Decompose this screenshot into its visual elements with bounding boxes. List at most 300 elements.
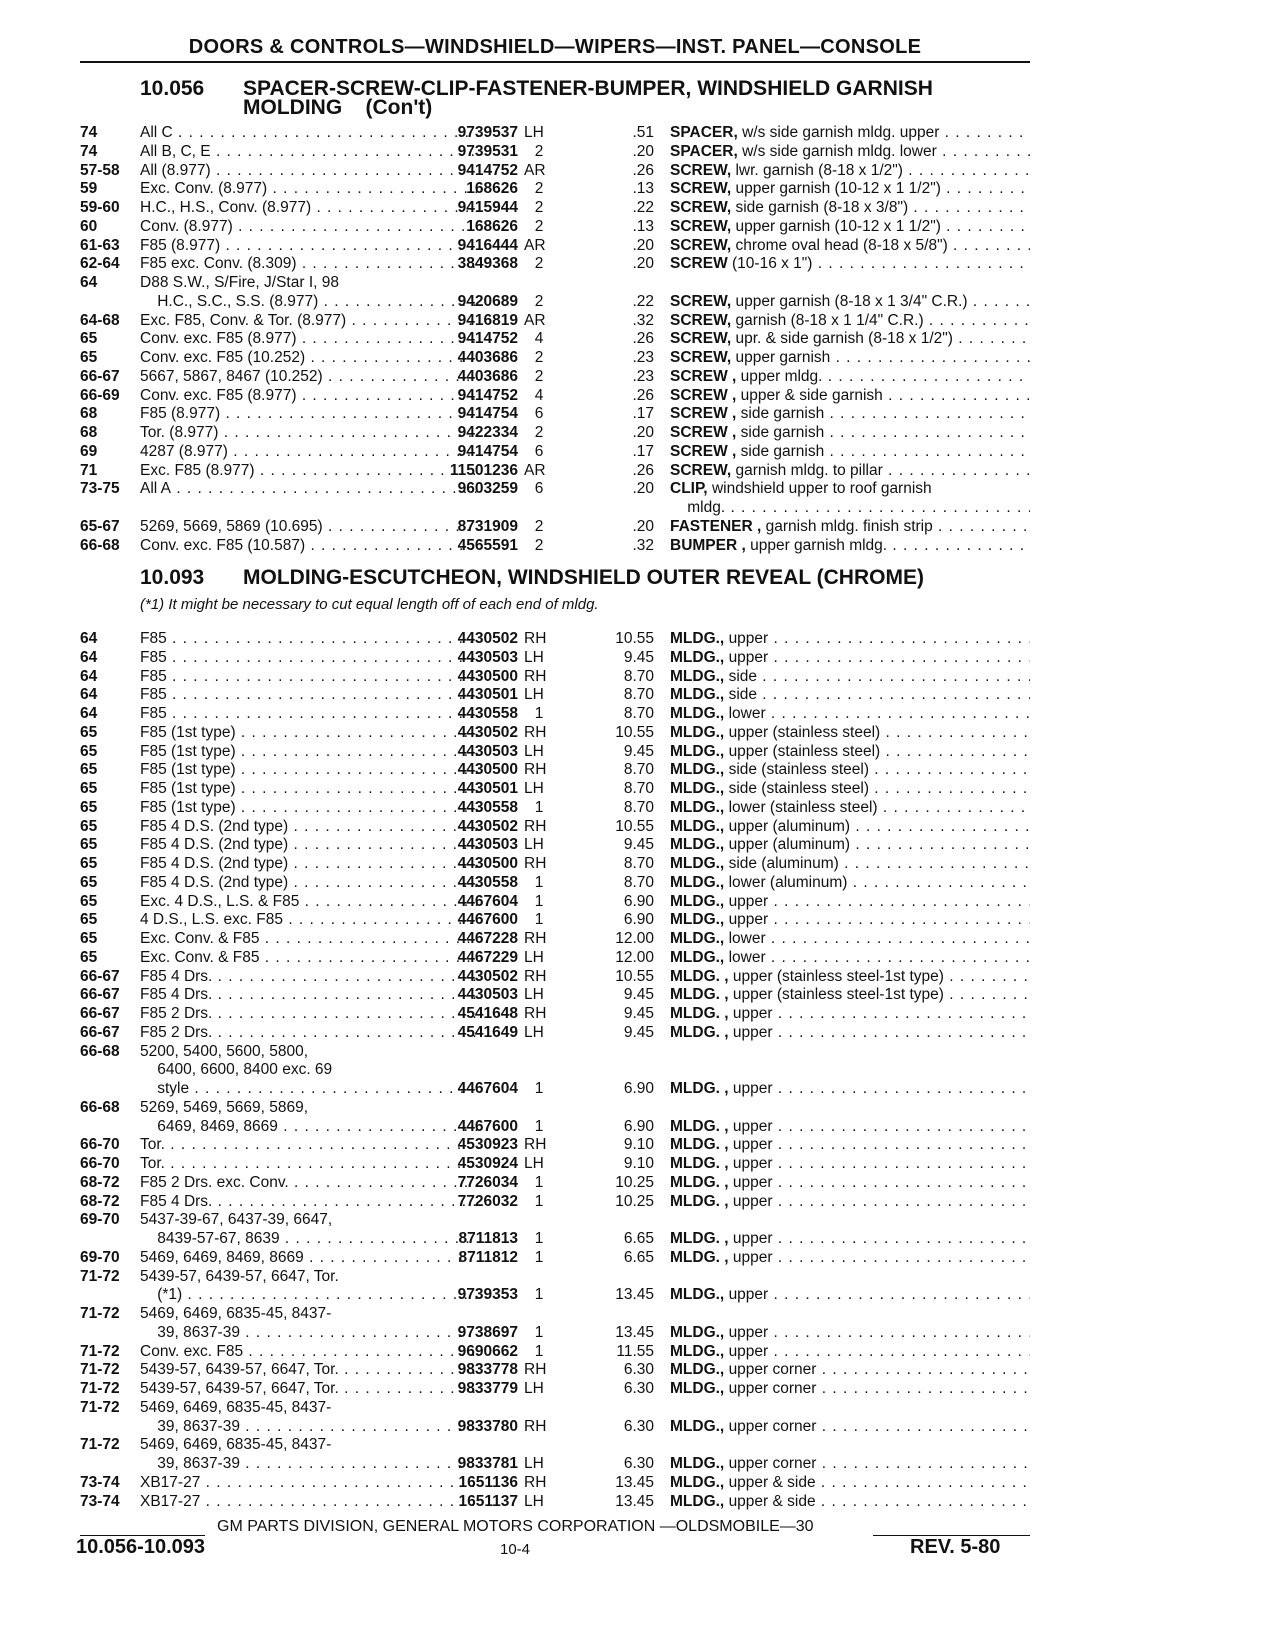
application — [140, 799, 480, 818]
model-year: 68-72 — [80, 1173, 120, 1191]
part-number: 9739537 — [457, 124, 518, 141]
table-row — [80, 312, 1030, 331]
part-number: 9416819 — [457, 311, 518, 329]
part-number: 4530924 — [457, 1155, 518, 1172]
parts-table-10-093 — [80, 630, 1030, 1511]
application-text: 8439-57-67, 8639 — [140, 1230, 280, 1247]
application-text: Tor. — [140, 1155, 165, 1172]
description-text: side — [728, 686, 757, 704]
quantity: 4 — [534, 330, 544, 348]
description-text: w/s side garnish mldg. lower — [742, 142, 937, 160]
application-text: H.C., H.S., Conv. (8.977) — [140, 199, 312, 216]
description-text: upper garnish mldg. — [750, 536, 888, 554]
price: 13.45 — [615, 1323, 654, 1341]
price: 10.25 — [615, 1192, 654, 1210]
section-title-text: MOLDING-ESCUTCHEON, WINDSHIELD OUTER REVEAL (CHROME) — [243, 566, 924, 589]
description-type: MLDG., — [670, 630, 725, 647]
description — [670, 480, 1030, 499]
model-year: 57-58 — [80, 161, 120, 179]
part-number: 8711812 — [458, 1248, 518, 1266]
description-text: upper — [732, 1192, 773, 1210]
description-type: MLDG. , — [670, 986, 729, 1004]
table-row — [80, 1399, 1030, 1418]
application — [140, 649, 480, 668]
application-text: XB17-27 — [140, 1492, 201, 1510]
part-number: 4430502 — [457, 723, 518, 741]
description-text: upper — [728, 1342, 769, 1360]
table-row — [80, 218, 1030, 237]
part-number: 4467604 — [457, 892, 518, 910]
table-row — [80, 1305, 1030, 1324]
part-number: 9416444 — [457, 236, 518, 254]
application — [140, 949, 480, 968]
description — [670, 405, 1030, 424]
table-row — [80, 1080, 1030, 1099]
price: .26 — [632, 161, 654, 179]
price: 8.70 — [623, 705, 654, 722]
quantity: 2 — [534, 536, 544, 554]
description — [670, 143, 1030, 162]
application — [140, 218, 480, 237]
application — [140, 1024, 480, 1043]
description-type: MLDG. , — [670, 1136, 729, 1154]
quantity: LH — [524, 686, 544, 704]
price: .23 — [632, 349, 654, 366]
description — [670, 968, 1030, 987]
application-text: D88 S.W., S/Fire, J/Star I, 98 — [140, 274, 339, 291]
price: .20 — [632, 255, 654, 273]
description-text: upper — [732, 1248, 773, 1266]
table-row — [80, 1174, 1030, 1193]
description-type: SCREW, — [670, 180, 732, 198]
table-row — [80, 1024, 1030, 1043]
part-number: 8731909 — [457, 517, 518, 535]
model-year: 65 — [80, 723, 98, 741]
table-row — [80, 162, 1030, 181]
description-text: garnish (8-18 x 1 1/4" C.R.) — [735, 311, 924, 329]
description — [670, 930, 1030, 949]
quantity: LH — [524, 1492, 544, 1510]
application-text: F85 4 Drs. — [140, 967, 213, 985]
description-type: MLDG., — [670, 930, 725, 947]
part-number: 4565591 — [457, 536, 518, 554]
application-text: Conv. (8.977) — [140, 217, 233, 235]
part-number: 4430503 — [457, 648, 518, 666]
model-year: 59 — [80, 180, 98, 198]
application — [140, 1211, 480, 1230]
description — [670, 199, 1030, 218]
table-row — [80, 1118, 1030, 1137]
application-text: 5200, 5400, 5600, 5800, — [140, 1042, 309, 1060]
description-type: MLDG. , — [670, 1005, 729, 1022]
part-number: 168626 — [466, 217, 518, 235]
description-type: MLDG., — [670, 648, 725, 666]
description-text: upper — [728, 1323, 769, 1341]
description — [670, 724, 1030, 743]
application-text: 5469, 6469, 6835-45, 8437- — [140, 1398, 332, 1416]
model-year: 65 — [80, 780, 98, 797]
table-row — [80, 499, 1030, 518]
price: .26 — [632, 330, 654, 348]
description-text: side garnish (8-18 x 3/8") — [735, 199, 909, 216]
description-type: SCREW , — [670, 386, 737, 404]
application — [140, 1324, 480, 1343]
section-note: (*1) It might be necessary to cut equal length off of each end of mldg. — [140, 596, 599, 613]
footer-revision: REV. 5-80 — [910, 1536, 1001, 1558]
model-year: 71-72 — [80, 1398, 120, 1416]
model-year: 66-68 — [80, 536, 120, 554]
footer-division: GM PARTS DIVISION, GENERAL MOTORS CORPORATION —OLDSMOBILE—30 — [217, 1518, 814, 1535]
section-title-line2: MOLDING — [243, 96, 343, 119]
table-row — [80, 649, 1030, 668]
table-row — [80, 874, 1030, 893]
quantity: AR — [524, 236, 546, 254]
description-type: MLDG., — [670, 873, 725, 891]
table-row — [80, 724, 1030, 743]
description — [670, 799, 1030, 818]
section-title-10-093 — [140, 567, 924, 588]
parts-table-10-056 — [80, 124, 1030, 555]
description-text: lower — [728, 948, 766, 966]
application — [140, 162, 480, 181]
application — [140, 836, 480, 855]
price: 13.45 — [615, 1473, 654, 1491]
quantity: RH — [524, 723, 547, 741]
description-text: upper — [732, 1173, 773, 1191]
price: .17 — [632, 442, 654, 460]
application-text: Conv. exc. F85 (10.252) — [140, 349, 306, 366]
price: 9.10 — [623, 1136, 654, 1154]
model-year: 66-67 — [80, 1023, 120, 1041]
application-text: style — [140, 1080, 190, 1097]
part-number: 4403686 — [457, 349, 518, 366]
price: 9.45 — [623, 836, 654, 854]
description — [670, 162, 1030, 181]
description — [670, 855, 1030, 874]
part-number: 4430501 — [457, 780, 518, 797]
quantity: RH — [524, 967, 547, 985]
part-number: 9414754 — [457, 442, 518, 460]
model-year: 74 — [80, 124, 98, 141]
description — [670, 180, 1030, 199]
description-text: upper garnish (10-12 x 1 1/2") — [735, 180, 941, 198]
model-year: 65 — [80, 330, 98, 348]
description — [670, 349, 1030, 368]
quantity: 1 — [534, 1080, 544, 1097]
quantity: LH — [524, 1380, 544, 1397]
quantity: RH — [524, 1361, 547, 1379]
price: 12.00 — [615, 930, 654, 947]
description-type: MLDG., — [670, 780, 725, 797]
description-text: upper — [728, 911, 769, 929]
table-row — [80, 1474, 1030, 1493]
part-number: 9603259 — [457, 480, 518, 498]
price: .17 — [632, 405, 654, 423]
description — [670, 761, 1030, 780]
table-row — [80, 780, 1030, 799]
price: 6.30 — [623, 1361, 654, 1379]
description-type: MLDG., — [670, 723, 725, 741]
price: .20 — [632, 142, 654, 160]
table-row — [80, 743, 1030, 762]
model-year: 66-67 — [80, 367, 120, 385]
table-row — [80, 949, 1030, 968]
application — [140, 705, 480, 724]
quantity: 2 — [534, 199, 544, 216]
part-number: 4467228 — [457, 930, 518, 947]
table-row — [80, 1418, 1030, 1437]
application — [140, 686, 480, 705]
description-type: MLDG., — [670, 798, 725, 816]
model-year: 68 — [80, 405, 98, 423]
application — [140, 424, 480, 443]
description-type: SCREW, — [670, 311, 732, 329]
application — [140, 1418, 480, 1437]
description-type: SCREW, — [670, 461, 732, 479]
application-text: F85 (1st type) — [140, 742, 236, 760]
application-text: 5269, 5669, 5869 (10.695) — [140, 517, 323, 535]
application-text: F85 2 Drs. exc. Conv. — [140, 1173, 289, 1191]
quantity: 1 — [534, 892, 544, 910]
table-row — [80, 1361, 1030, 1380]
application-text: XB17-27 — [140, 1473, 201, 1491]
model-year: 73-74 — [80, 1473, 120, 1491]
description-type: MLDG., — [670, 892, 725, 910]
application — [140, 1249, 480, 1268]
application — [140, 630, 480, 649]
description-text: side garnish — [740, 405, 825, 423]
part-number: 4467600 — [457, 1117, 518, 1135]
description-type: BUMPER , — [670, 536, 746, 554]
quantity: 1 — [534, 873, 544, 891]
description — [670, 743, 1030, 762]
quantity: 4 — [534, 386, 544, 404]
application — [140, 405, 480, 424]
model-year: 71-72 — [80, 1305, 120, 1322]
part-number: 9420689 — [457, 292, 518, 310]
description — [670, 1193, 1030, 1212]
model-year: 62-64 — [80, 255, 120, 273]
quantity: 1 — [534, 1192, 544, 1210]
quantity: AR — [524, 461, 546, 479]
application — [140, 312, 480, 331]
quantity: 1 — [534, 1230, 544, 1247]
application-text: F85 — [140, 705, 167, 722]
price: .22 — [632, 292, 654, 310]
price: .26 — [632, 386, 654, 404]
application — [140, 368, 480, 387]
part-number: 4541648 — [457, 1005, 518, 1022]
description-type: MLDG. , — [670, 1155, 729, 1172]
price: 13.45 — [615, 1286, 654, 1304]
part-number: 4430500 — [457, 667, 518, 685]
part-number: 9833779 — [457, 1380, 518, 1397]
table-row — [80, 1193, 1030, 1212]
description-type: MLDG., — [670, 1455, 725, 1472]
description — [670, 1155, 1030, 1174]
quantity: 6 — [534, 480, 544, 498]
quantity: LH — [524, 1455, 544, 1472]
description-type: MLDG. , — [670, 1173, 729, 1191]
application-text: Tor. — [140, 1136, 165, 1154]
description — [670, 462, 1030, 481]
part-number: 9833778 — [457, 1361, 518, 1379]
quantity: LH — [524, 648, 544, 666]
model-year: 68 — [80, 424, 98, 441]
description — [670, 1286, 1030, 1305]
model-year: 65 — [80, 873, 98, 891]
quantity: 1 — [534, 1173, 544, 1191]
application — [140, 1399, 480, 1418]
application — [140, 330, 480, 349]
table-row — [80, 1005, 1030, 1024]
part-number: 4403686 — [457, 367, 518, 385]
description-type: SPACER, — [670, 124, 738, 141]
application-text: 5469, 6469, 6835-45, 8437- — [140, 1305, 332, 1322]
model-year: 66-67 — [80, 967, 120, 985]
description-text: side (aluminum) — [728, 855, 839, 872]
description-type: SCREW, — [670, 199, 732, 216]
application — [140, 462, 480, 481]
application — [140, 1343, 480, 1362]
description-text: lwr. garnish (8-18 x 1/2") — [735, 161, 903, 179]
application-text: 39, 8637-39 — [140, 1323, 240, 1341]
description-type: SCREW , — [670, 424, 737, 441]
application-text: Conv. exc. F85 (8.977) — [140, 330, 297, 348]
description — [670, 1493, 1030, 1512]
application-text: Exc. F85 (8.977) — [140, 461, 255, 479]
description-type: MLDG. , — [670, 1080, 729, 1097]
table-row — [80, 911, 1030, 930]
application — [140, 1155, 480, 1174]
price: 6.30 — [623, 1417, 654, 1435]
description-text: upr. & side garnish (8-18 x 1/2") — [735, 330, 953, 348]
description-type: MLDG., — [670, 948, 725, 966]
part-number: 4467229 — [457, 948, 518, 966]
application-text: F85 exc. Conv. (8.309) — [140, 255, 297, 273]
description-text: upper & side — [728, 1492, 816, 1510]
description-text: upper — [732, 1005, 773, 1022]
quantity: 2 — [534, 217, 544, 235]
price: 9.45 — [623, 742, 654, 760]
description — [670, 537, 1030, 556]
price: 8.70 — [623, 873, 654, 891]
footer-page-number: 10-4 — [500, 1541, 531, 1558]
description — [670, 780, 1030, 799]
table-row — [80, 1268, 1030, 1287]
application — [140, 1455, 480, 1474]
model-year: 66-69 — [80, 386, 120, 404]
description-text: side (stainless steel) — [728, 780, 869, 797]
description — [670, 293, 1030, 312]
application-text: Exc. Conv. (8.977) — [140, 180, 268, 198]
description-type: MLDG. , — [670, 1248, 729, 1266]
description — [670, 1455, 1030, 1474]
table-row — [80, 1380, 1030, 1399]
price: 9.45 — [623, 1005, 654, 1022]
price: 8.70 — [623, 780, 654, 797]
description-text: upper — [728, 630, 769, 647]
part-number: 4530923 — [457, 1136, 518, 1154]
quantity: RH — [524, 630, 547, 647]
part-number: 4430503 — [457, 986, 518, 1004]
application-text: F85 4 D.S. (2nd type) — [140, 873, 289, 891]
description — [670, 911, 1030, 930]
description — [670, 874, 1030, 893]
application-text: 4 D.S., L.S. exc. F85 — [140, 911, 284, 929]
application — [140, 143, 480, 162]
application-text: All (8.977) — [140, 161, 211, 179]
table-row — [80, 274, 1030, 293]
model-year: 71 — [80, 461, 98, 479]
description — [670, 705, 1030, 724]
table-row — [80, 1211, 1030, 1230]
description-text: upper & side garnish — [740, 386, 883, 404]
description — [670, 1136, 1030, 1155]
model-year: 66-67 — [80, 986, 120, 1004]
application-text: F85 — [140, 630, 167, 647]
description — [670, 424, 1030, 443]
application — [140, 124, 480, 143]
part-number: 4467600 — [457, 911, 518, 929]
table-row — [80, 1493, 1030, 1512]
table-row — [80, 255, 1030, 274]
price: .32 — [632, 536, 654, 554]
application-text: F85 4 Drs. — [140, 986, 213, 1004]
part-number: 4541649 — [457, 1023, 518, 1041]
price: .13 — [632, 180, 654, 198]
description-type: MLDG., — [670, 1361, 725, 1379]
description-text: upper (aluminum) — [728, 836, 851, 854]
quantity: 2 — [534, 424, 544, 441]
application-text: All C — [140, 124, 173, 141]
model-year: 60 — [80, 217, 98, 235]
description-text: upper — [732, 1080, 773, 1097]
description-text: garnish mldg. finish strip — [765, 517, 933, 535]
quantity: 1 — [534, 705, 544, 722]
quantity: RH — [524, 1005, 547, 1022]
application-text: 5469, 6469, 6835-45, 8437- — [140, 1436, 332, 1454]
description-text: garnish mldg. to pillar — [735, 461, 883, 479]
table-row — [80, 986, 1030, 1005]
section-number: 10.056 — [140, 77, 205, 100]
application-text: H.C., S.C., S.S. (8.977) — [140, 292, 319, 310]
application-text: F85 4 D.S. (2nd type) — [140, 817, 289, 835]
part-number: 7726032 — [457, 1192, 518, 1210]
application-text: F85 — [140, 667, 167, 685]
part-number: 4430501 — [457, 686, 518, 704]
application — [140, 968, 480, 987]
model-year: 71-72 — [80, 1342, 120, 1360]
model-year: 64 — [80, 648, 98, 666]
table-row — [80, 330, 1030, 349]
application — [140, 255, 480, 274]
description-type: SCREW, — [670, 292, 732, 310]
description-type: MLDG., — [670, 855, 725, 872]
quantity: LH — [524, 948, 544, 966]
footer-section-range: 10.056-10.093 — [76, 1536, 206, 1558]
application — [140, 1305, 480, 1324]
part-number: 4430502 — [457, 630, 518, 647]
quantity: 6 — [534, 442, 544, 460]
description-text: upper corner — [728, 1417, 817, 1435]
application-text: 5269, 5469, 5669, 5869, — [140, 1098, 309, 1116]
part-number: 9738697 — [457, 1323, 518, 1341]
description — [670, 668, 1030, 687]
application-text: 5469, 6469, 8469, 8669 — [140, 1248, 304, 1266]
table-row — [80, 405, 1030, 424]
application-text: F85 — [140, 686, 167, 704]
